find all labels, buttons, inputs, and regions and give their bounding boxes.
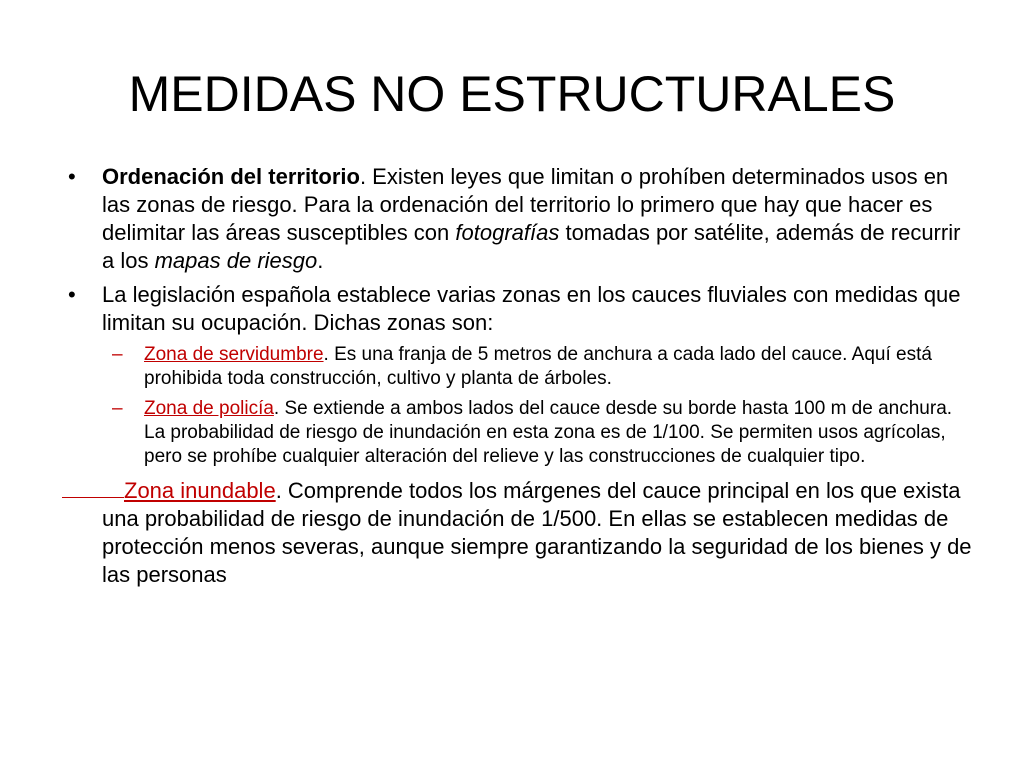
paragraph-text: . Comprende todos los márgenes del cauce principal en los que exista una probabilidad de riesgo de inundación de 1/500. En ellas se establecen medidas de protección menos severas, aunque siempre garantizando la seguridad de los bienes y de las personas — [102, 478, 972, 587]
subbullet-policia — [68, 397, 978, 469]
bullet-heading: Ordenación del territorio — [102, 164, 360, 189]
bullet-text: . Existen leyes que limitan o prohíben determinados usos en las zonas de riesgo. Para la ordenación del territorio lo primero que hay que hacer es delimitar las áreas susceptibles con — [102, 164, 949, 245]
bullet-text: tomadas por satélite, además de recurrir a los — [102, 220, 961, 273]
subbullet-servidumbre — [68, 343, 978, 391]
bullet-legislacion — [68, 281, 978, 337]
emphasis-fotografias: fotografías — [455, 220, 560, 245]
underline-leader — [62, 475, 124, 498]
slide-body — [68, 163, 978, 589]
bullet-dot: • — [68, 164, 76, 189]
paragraph-zona-inundable — [68, 475, 978, 589]
slide-title: MEDIDAS NO ESTRUCTURALES — [128, 66, 896, 122]
link-zona-policia[interactable]: Zona de policía — [144, 398, 274, 419]
subbullet-text: . Es una franja de 5 metros de anchura a cada lado del cauce. Aquí está prohibida toda construcción, cultivo y planta de árboles. — [144, 344, 932, 389]
emphasis-mapas: mapas de riesgo — [154, 248, 318, 273]
link-zona-servidumbre[interactable]: Zona de servidumbre — [144, 344, 324, 365]
bullet-dot: • — [68, 282, 76, 307]
bullet-text: . — [317, 248, 324, 273]
bullet-text: La legislación española establece varias zonas en los cauces fluviales con medidas que limitan su ocupación. Dichas zonas son: — [102, 282, 961, 335]
bullet-ordenacion — [68, 163, 978, 275]
dash-bullet: – — [112, 398, 123, 419]
link-zona-inundable[interactable]: Zona inundable — [124, 478, 276, 503]
subbullet-text: . Se extiende a ambos lados del cauce desde su borde hasta 100 m de anchura. La probabilidad de riesgo de inundación en esta zona es de 1/100. Se permiten usos agrícolas, pero se prohíbe cualquier alteración del relieve y las construcciones de cualquier tipo. — [144, 398, 953, 467]
dash-bullet: – — [112, 344, 123, 365]
